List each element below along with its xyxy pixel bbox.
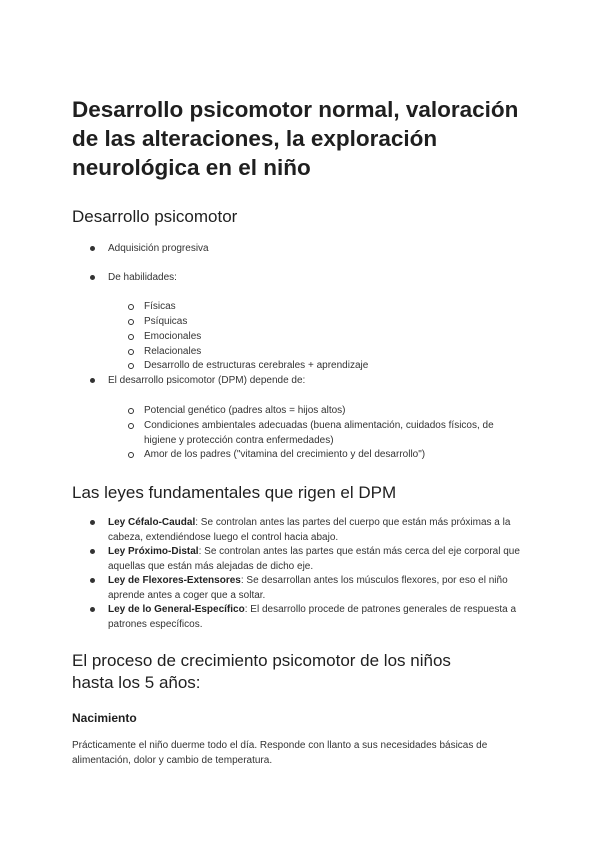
circle-bullet-icon: [128, 319, 134, 325]
section-heading-leyes: Las leyes fundamentales que rigen el DPM: [72, 483, 397, 502]
circle-bullet-icon: [128, 349, 134, 355]
circle-bullet-icon: [128, 363, 134, 369]
bullet-icon: [90, 578, 95, 583]
law-text: : Se controlan antes las partes del cuerpo que están más próximas a la cabeza, extendiéndose luego el control hacia abajo.: [108, 517, 511, 543]
law-name: Ley de Flexores-Extensores: [108, 575, 241, 586]
bullet-icon: [90, 549, 95, 554]
circle-bullet-icon: [128, 304, 134, 310]
document-page: Desarrollo psicomotor normal, valoración de las alteraciones, la exploración neurológica en el niño Desarrollo psicomotor Adquisición progresiva De habilidades: Físicas Psíquicas Emocionales Relacionales Desarrollo de estructuras cerebrales + aprendizaje El desarrollo psicomotor (DPM) depende de: Potencial genético (padres altos = hijos altos) Condiciones ambientales adecuadas (buena alimentación, cuidados físicos, de higiene y protección contra enfermedades) Amor de los padres ("vitamina del crecimiento y del desarrollo") Las leyes fundamentales que rigen el DPM Ley Céfalo-Caudal: Se controlan antes las partes del cuerpo que están más próximas a la cabeza, extendiéndose luego el control hacia abajo. Ley Próximo-Distal: Se controlan antes las partes que están más cerca del eje corporal que aquellas que están más alejadas de dicho eje. Ley de Flexores-Extensores: Se desarrollan antes los músculos flexores, por eso el niño aprende antes a coger que a soltar. Ley de lo General-Específico: El desarrollo procede de patrones generales de respuesta a patrones específicos. El proceso de crecimiento psicomotor de los niños hasta los 5 años: Nacimiento Prácticamente el niño duerme todo el día. Responde con llanto a sus necesidades básicas de alimentación, dolor y cambio de temperatura.: [0, 0, 600, 848]
bullet-icon: [90, 378, 95, 383]
circle-bullet-icon: [128, 452, 134, 458]
circle-bullet-icon: [128, 334, 134, 340]
law-name: Ley de lo General-Específico: [108, 604, 245, 615]
law-text: : Se desarrollan antes los músculos flexores, por eso el niño aprende antes a coger que a soltar.: [108, 575, 508, 601]
bullet-icon: [90, 275, 95, 280]
bullet-icon: [90, 246, 95, 251]
circle-bullet-icon: [128, 408, 134, 414]
bullet-icon: [90, 607, 95, 612]
law-text: : Se controlan antes las partes que están más cerca del eje corporal que aquellas que están más alejadas de dicho eje.: [108, 546, 520, 572]
subheading-nacimiento: Nacimiento: [72, 711, 137, 725]
law-text: : El desarrollo procede de patrones generales de respuesta a patrones específicos.: [108, 604, 517, 630]
law-name: Ley Céfalo-Caudal: [108, 517, 196, 528]
section-heading-desarrollo: Desarrollo psicomotor: [72, 207, 238, 226]
law-name: Ley Próximo-Distal: [108, 546, 199, 557]
section-heading-proceso: El proceso de crecimiento psicomotor de los niños hasta los 5 años:: [72, 651, 451, 692]
circle-bullet-icon: [128, 423, 134, 429]
bullet-icon: [90, 520, 95, 525]
paragraph-nacimiento: Prácticamente el niño duerme todo el día. Responde con llanto a sus necesidades básicas de alimentación, dolor y cambio de temperatura.: [72, 740, 488, 766]
page-title: Desarrollo psicomotor normal, valoración de las alteraciones, la exploración neurológica en el niño: [72, 97, 519, 180]
